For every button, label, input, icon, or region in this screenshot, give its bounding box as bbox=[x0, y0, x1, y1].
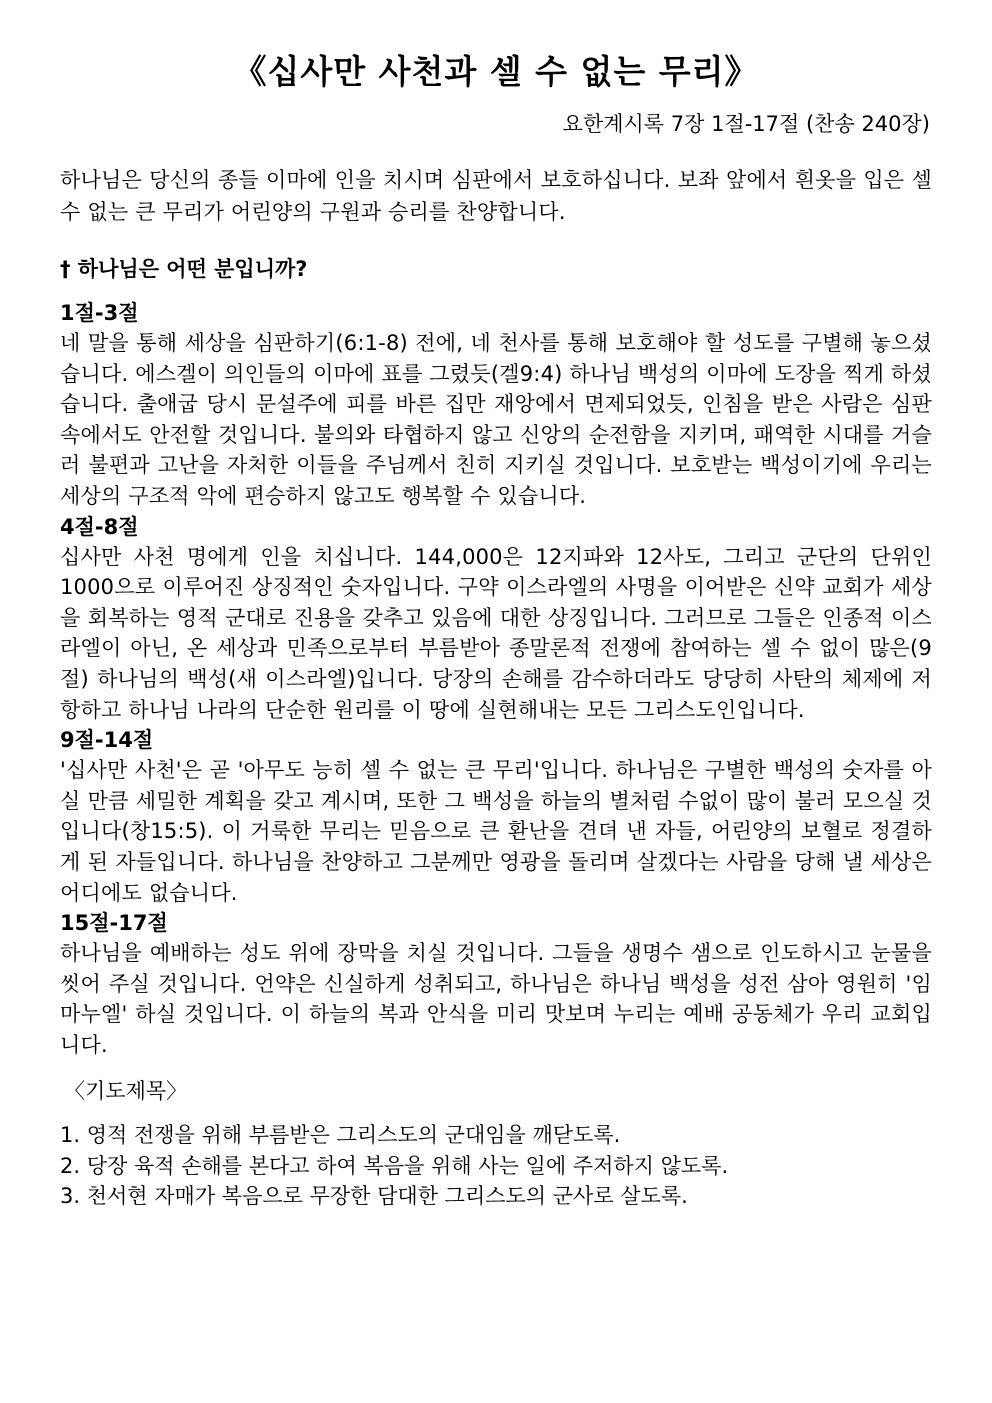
prayer-item-2: 2. 당장 육적 손해를 본다고 하여 복음을 위해 사는 일에 주저하지 않도록. bbox=[60, 1153, 729, 1178]
section-heading-1-3: 1절-3절 bbox=[60, 301, 139, 325]
prayer-list bbox=[60, 1120, 932, 1212]
prayer-item-3: 3. 천서현 자매가 복음으로 무장한 담대한 그리스도의 군사로 살도록. bbox=[60, 1184, 688, 1209]
prayer-item-1: 1. 영적 전쟁을 위해 부름받은 그리스도의 군대임을 깨닫도록. bbox=[60, 1123, 621, 1148]
section-body-9-14: '십사만 사천'은 곧 '아무도 능히 셀 수 없는 큰 무리'입니다. 하나님은 구별한 백성의 숫자를 아실 만큼 세밀한 계획을 갖고 계시며, 또한 그 백성을 하늘의 별처럼 수없이 많이 불러 모으실 것입니다(창15:5). 이 거룩한 무리는 믿음으로 큰 환난을 견뎌 낸 자들, 어린양의 보혈로 정결하게 된 자들입니다. 하나님을 찬양하고 그분께만 영광을 돌리며 살겠다는 사람을 당해 낼 세상은 어디에도 없습니다. bbox=[60, 758, 932, 905]
section-body-15-17: 하나님을 예배하는 성도 위에 장막을 치실 것입니다. 그들을 생명수 샘으로 인도하시고 눈물을 씻어 주실 것입니다. 언약은 신실하게 성취되고, 하나님은 하나님 백성을 성전 삼아 영원히 '임마누엘' 하실 것입니다. 이 하늘의 복과 안식을 미리 맛보며 누리는 예배 공동체가 우리 교회입니다. bbox=[60, 941, 932, 1057]
section-heading-15-17: 15절-17절 bbox=[60, 911, 168, 936]
section-question-heading: † 하나님은 어떤 분입니까? bbox=[60, 257, 308, 281]
scripture-reference: 요한계시록 7장 1절-17절 (찬송 240장) bbox=[562, 112, 930, 136]
document-page bbox=[60, 0, 932, 1212]
section-body-1-3: 네 말을 통해 세상을 심판하기(6:1-8) 전에, 네 천사를 통해 보호해야 할 성도를 구별해 놓으셨습니다. 에스겔이 의인들의 이마에 표를 그렸듯(겔9:4) 하나님 백성의 이마에 도장을 찍게 하셨습니다. 출애굽 당시 문설주에 피를 바른 집만 재앙에서 면제되었듯, 인침을 받은 사람은 심판 속에서도 안전할 것입니다. 불의와 타협하지 않고 신앙의 순전함을 지키며, 패역한 시대를 거슬러 불편과 고난을 자처한 이들을 주님께서 친히 지키실 것입니다. 보호받는 백성이기에 우리는 세상의 구조적 악에 편승하지 않고도 행복할 수 있습니다. bbox=[60, 331, 932, 508]
intro-paragraph: 하나님은 당신의 종들 이마에 인을 치시며 심판에서 보호하십니다. 보좌 앞에서 흰옷을 입은 셀 수 없는 큰 무리가 어린양의 구원과 승리를 찬양합니다. bbox=[60, 168, 932, 224]
prayer-heading: 〈기도제목〉 bbox=[64, 1079, 188, 1104]
section-heading-9-14: 9절-14절 bbox=[60, 728, 154, 753]
section-body-4-8: 십사만 사천 명에게 인을 치십니다. 144,000은 12지파와 12사도, 그리고 군단의 단위인 1000으로 이루어진 상징적인 숫자입니다. 구약 이스라엘의 사명을 이어받은 신약 교회가 세상을 회복하는 영적 군대로 진용을 갖추고 있음에 대한 상징입니다. 그러므로 그들은 인종적 이스라엘이 아닌, 온 세상과 민족으로부터 부름받아 종말론적 전쟁에 참여하는 셀 수 없이 많은(9절) 하나님의 백성(새 이스라엘)입니다. 당장의 손해를 감수하더라도 당당히 사탄의 체제에 저항하고 하나님 나라의 단순한 원리를 이 땅에 실현해내는 모든 그리스도인입니다. bbox=[60, 544, 932, 722]
section-heading-4-8: 4절-8절 bbox=[60, 514, 139, 539]
document-title: 《십사만 사천과 셀 수 없는 무리》 bbox=[233, 52, 759, 91]
